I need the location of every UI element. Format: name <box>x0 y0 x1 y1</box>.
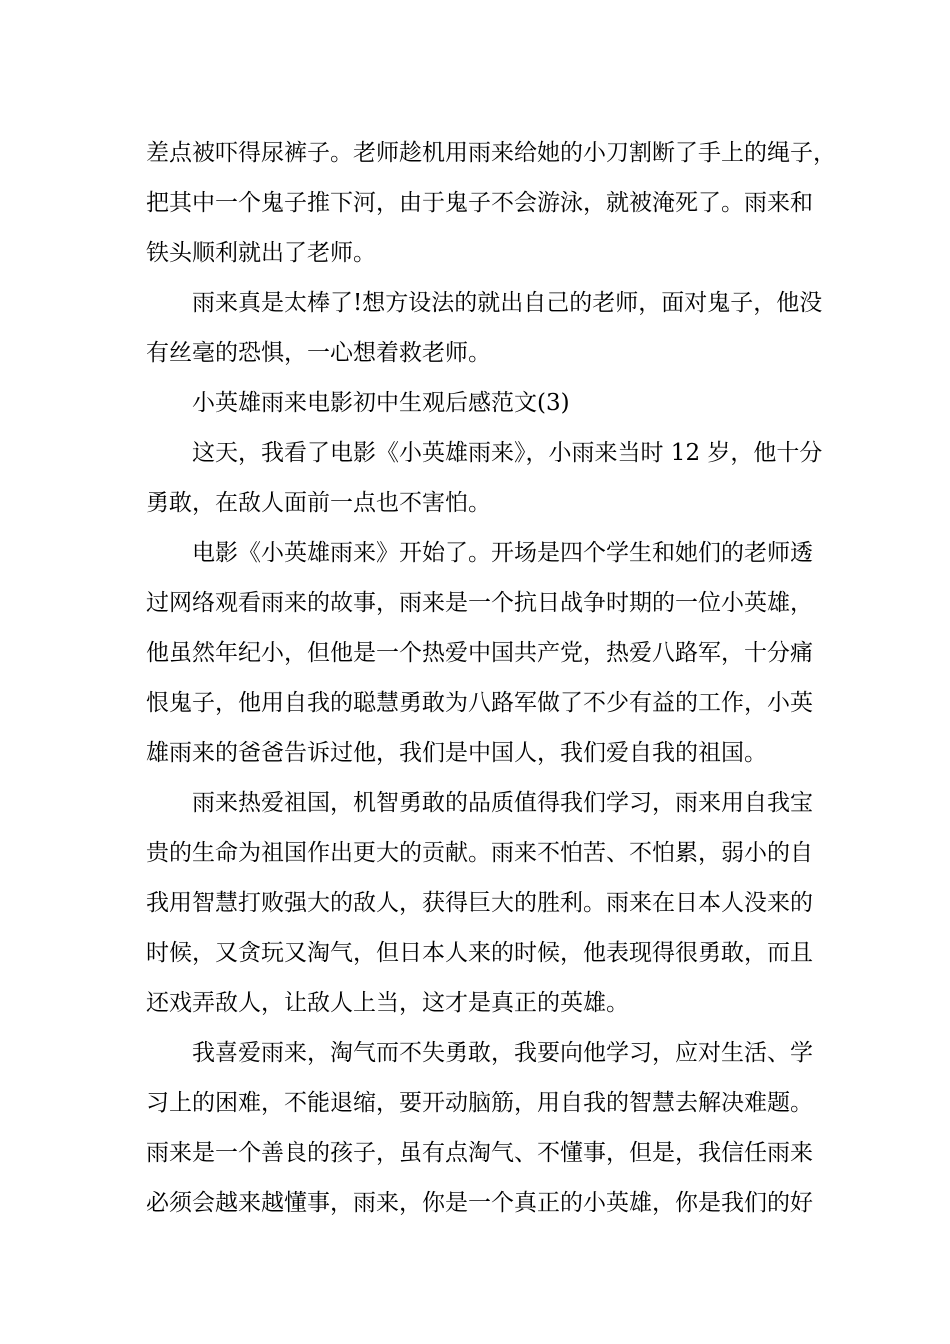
text-line: 必须会越来越懂事，雨来，你是一个真正的小英雄，你是我们的好 <box>146 1190 813 1216</box>
text-line: 他虽然年纪小，但他是一个热爱中国共产党，热爱八路军，十分痛 <box>146 640 813 666</box>
text-line: 我喜爱雨来，淘气而不失勇敢，我要向他学习，应对生活、学 <box>192 1040 813 1066</box>
text-line: 有丝毫的恐惧，一心想着救老师。 <box>146 340 491 366</box>
text-line: 勇敢，在敌人面前一点也不害怕。 <box>146 490 491 516</box>
text-line: 时候，又贪玩又淘气，但日本人来的时候，他表现得很勇敢，而且 <box>146 940 813 966</box>
text-line: 把其中一个鬼子推下河，由于鬼子不会游泳，就被淹死了。雨来和 <box>146 190 813 216</box>
body-text <box>146 128 836 1228</box>
text-line: 差点被吓得尿裤子。老师趁机用雨来给她的小刀割断了手上的绳子， <box>146 140 836 166</box>
text-line: 恨鬼子，他用自我的聪慧勇敢为八路军做了不少有益的工作，小英 <box>146 690 813 716</box>
text-line: 铁头顺利就出了老师。 <box>146 240 376 266</box>
text-line: 我用智慧打败强大的敌人，获得巨大的胜利。雨来在日本人没来的 <box>146 890 813 916</box>
text-line: 习上的困难，不能退缩，要开动脑筋，用自我的智慧去解决难题。 <box>146 1090 813 1116</box>
text-line: 贵的生命为祖国作出更大的贡献。雨来不怕苦、不怕累，弱小的自 <box>146 840 813 866</box>
text-line: 过网络观看雨来的故事，雨来是一个抗日战争时期的一位小英雄， <box>146 590 813 616</box>
text-line: 雨来是一个善良的孩子，虽有点淘气、不懂事，但是，我信任雨来 <box>146 1140 813 1166</box>
text-line: 还戏弄敌人，让敌人上当，这才是真正的英雄。 <box>146 990 629 1016</box>
text-line: 雨来真是太棒了!想方设法的就出自己的老师，面对鬼子，他没 <box>192 290 823 316</box>
section-heading: 小英雄雨来电影初中生观后感范文(3) <box>192 390 570 416</box>
text-line: 这天，我看了电影《小英雄雨来》，小雨来当时 12 岁，他十分 <box>192 440 823 466</box>
text-line: 雨来热爱祖国，机智勇敢的品质值得我们学习，雨来用自我宝 <box>192 790 813 816</box>
text-line: 电影《小英雄雨来》开始了。开场是四个学生和她们的老师透 <box>192 540 813 566</box>
text-line: 雄雨来的爸爸告诉过他，我们是中国人，我们爱自我的祖国。 <box>146 740 767 766</box>
